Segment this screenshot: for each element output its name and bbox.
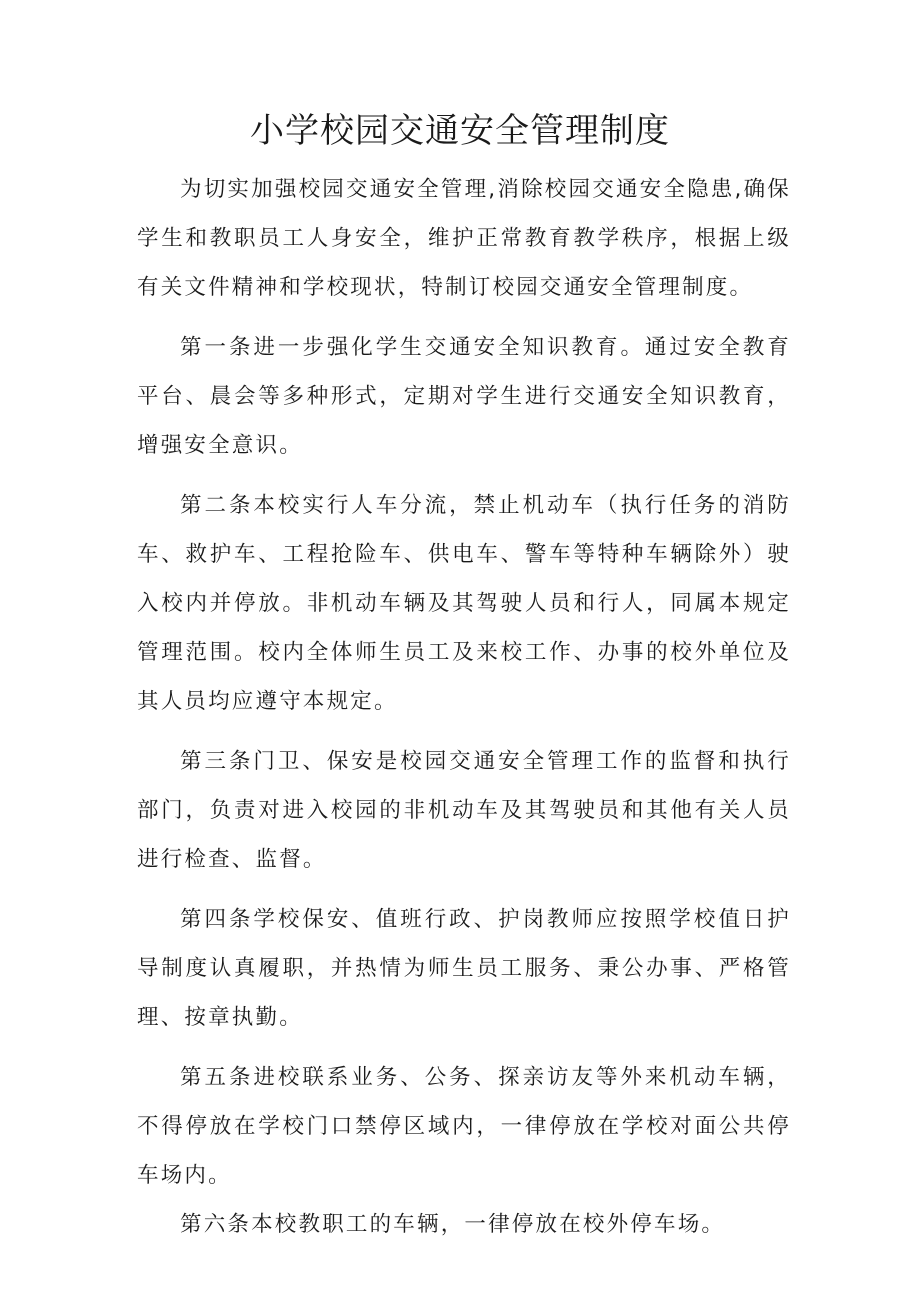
document-title: 小学校园交通安全管理制度 xyxy=(250,111,670,151)
document-body xyxy=(137,165,791,1260)
paragraph-article-1: 第一条进一步强化学生交通安全知识教育。通过安全教育平台、晨会等多种形式，定期对学生进行交通安全知识教育，增强安全意识。 xyxy=(137,335,791,458)
paragraph-article-3: 第三条门卫、保安是校园交通安全管理工作的监督和执行部门，负责对进入校园的非机动车及其驾驶员和其他有关人员进行检查、监督。 xyxy=(137,749,791,872)
paragraph-article-4: 第四条学校保安、值班行政、护岗教师应按照学校值日护导制度认真履职，并热情为师生员工服务、秉公办事、严格管理、按章执勤。 xyxy=(137,907,791,1030)
paragraph-article-6: 第六条本校教职工的车辆，一律停放在校外停车场。 xyxy=(180,1212,726,1237)
paragraph-intro: 为切实加强校园交通安全管理,消除校园交通安全隐患,确保学生和教职员工人身安全，维护正常教育教学秩序，根据上级有关文件精神和学校现状，特制订校园交通安全管理制度。 xyxy=(137,177,791,300)
paragraph-article-2: 第二条本校实行人车分流，禁止机动车（执行任务的消防车、救护车、工程抢险车、供电车、警车等特种车辆除外）驶入校内并停放。非机动车辆及其驾驶人员和行人，同属本规定管理范围。校内全体师生员工及来校工作、办事的校外单位及其人员均应遵守本规定。 xyxy=(137,493,791,714)
paragraph-article-5: 第五条进校联系业务、公务、探亲访友等外来机动车辆，不得停放在学校门口禁停区域内，一律停放在学校对面公共停车场内。 xyxy=(137,1065,791,1188)
